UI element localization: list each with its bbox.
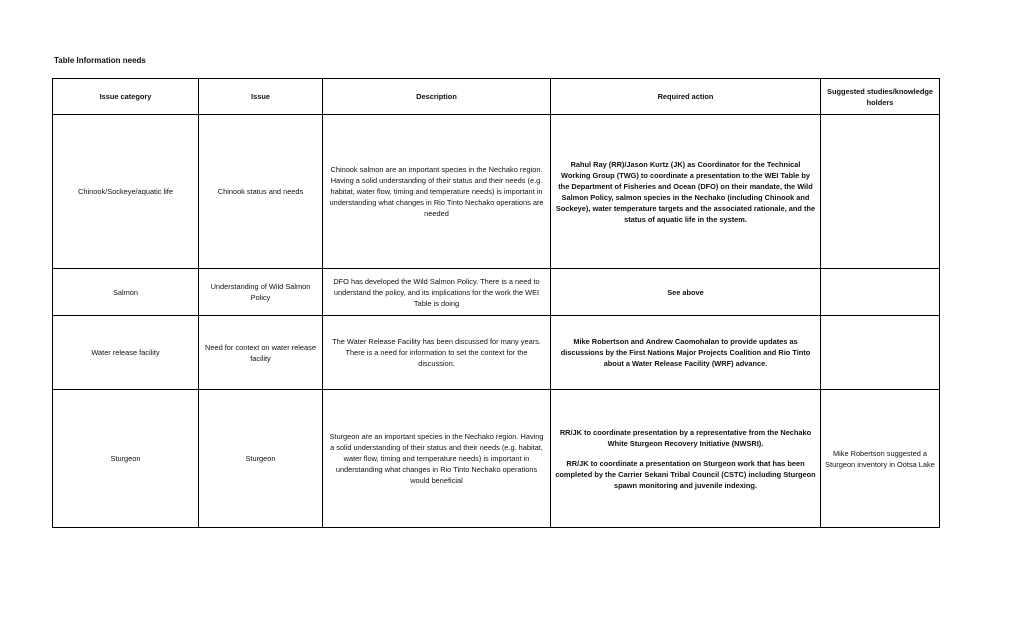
header-required-action: Required action <box>551 79 821 115</box>
row-category: Sturgeon <box>53 390 199 528</box>
row-suggested-studies: Mike Robertson suggested a Sturgeon inventory in Ootsa Lake <box>821 390 940 528</box>
row-suggested-studies <box>821 269 940 316</box>
information-needs-table <box>52 78 940 528</box>
row-required-action: See above <box>551 269 821 316</box>
header-issue-category: Issue category <box>53 79 199 115</box>
header-description: Description <box>323 79 551 115</box>
table-row <box>53 269 940 316</box>
row-issue: Need for context on water release facility <box>199 316 323 390</box>
row-required-action: Rahul Ray (RR)/Jason Kurtz (JK) as Coordinator for the Technical Working Group (TWG) to coordinate a presentation to the WEI Table by the Department of Fisheries and Ocean (DFO) on their mandate, the Wild Salmon Policy, salmon species in the Nechako (including Chinook and Sockeye), water temperature targets and the associated rationale, and the status of aquatic life in the system. <box>551 115 821 269</box>
row-suggested-studies <box>821 115 940 269</box>
action-paragraph: RR/JK to coordinate a presentation on Sturgeon work that has been completed by the Carrier Sekani Tribal Council (CSTC) including Sturgeon spawn monitoring and juvenile indexing. <box>555 458 816 490</box>
header-issue: Issue <box>199 79 323 115</box>
row-issue: Understanding of Wild Salmon Policy <box>199 269 323 316</box>
row-category: Water release facility <box>53 316 199 390</box>
row-issue: Chinook status and needs <box>199 115 323 269</box>
table-header-row <box>53 79 940 115</box>
action-paragraph: RR/JK to coordinate presentation by a representative from the Nechako White Sturgeon Recovery Initiative (NWSRI). <box>559 427 812 448</box>
table-row <box>53 115 940 269</box>
row-category: Salmon <box>53 269 199 316</box>
row-issue: Sturgeon <box>199 390 323 528</box>
row-description: Sturgeon are an important species in the Nechako region. Having a solid understanding of their status and their needs (e.g. habitat, water flow, timing and temperature needs) is important in understanding what changes in Rio Tinto Nechako operations would beneficial <box>323 390 551 528</box>
table-row <box>53 316 940 390</box>
row-description: Chinook salmon are an important species in the Nechako region. Having a solid understanding of their status and their needs (e.g. habitat, water flow, timing and temperature needs) is important in understanding what changes in Rio Tinto Nechako operations are needed <box>323 115 551 269</box>
row-required-action <box>551 390 821 528</box>
table-row <box>53 390 940 528</box>
document-title: Table Information needs <box>54 56 146 65</box>
row-description: The Water Release Facility has been discussed for many years. There is a need for information to set the context for the discussion. <box>323 316 551 390</box>
header-suggested-studies: Suggested studies/knowledge holders <box>821 79 940 115</box>
row-required-action: Mike Robertson and Andrew Caomohalan to provide updates as discussions by the First Nations Major Projects Coalition and Rio Tinto about a Water Release Facility (WRF) advance. <box>551 316 821 390</box>
row-category: Chinook/Sockeye/aquatic life <box>53 115 199 269</box>
row-description: DFO has developed the Wild Salmon Policy. There is a need to understand the policy, and its implications for the work the WEI Table is doing <box>323 269 551 316</box>
row-suggested-studies <box>821 316 940 390</box>
